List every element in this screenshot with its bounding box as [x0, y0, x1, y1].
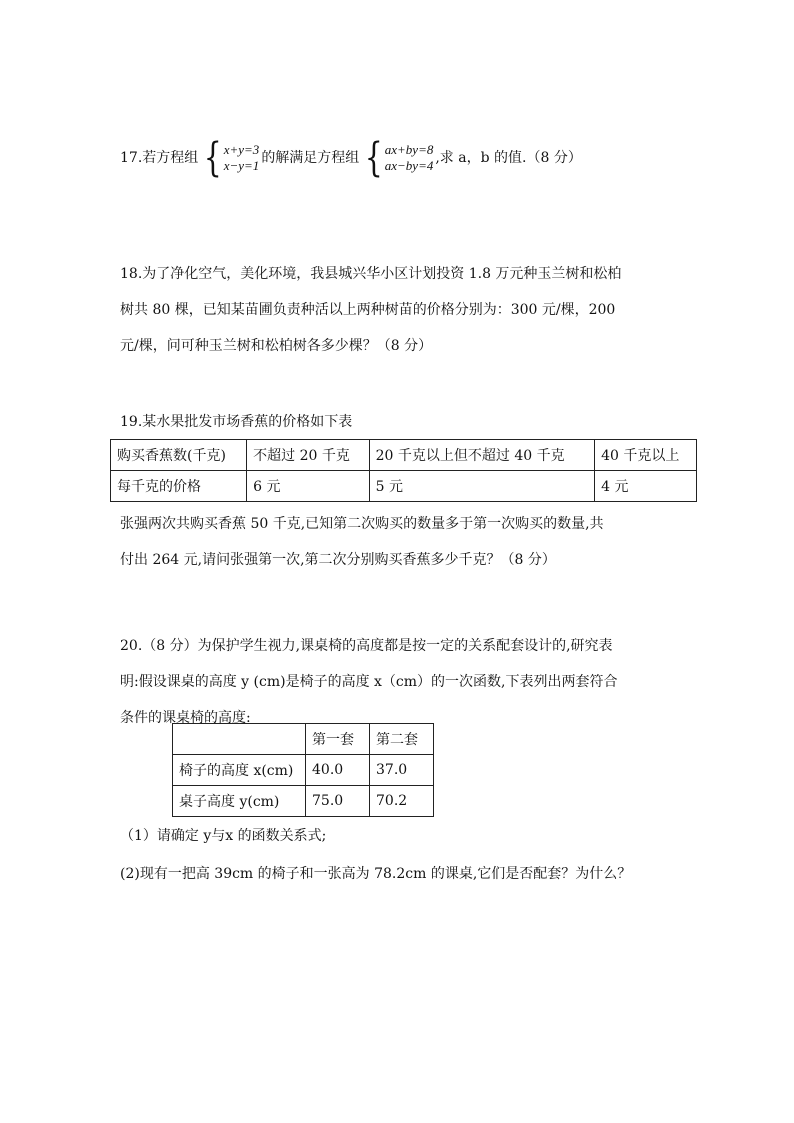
equation-2b: ax−by=4 [384, 158, 434, 173]
table-cell: 4 元 [595, 471, 697, 502]
q19-line-1: 张强两次共购买香蕉 50 千克,已知第二次购买的数量多于第一次购买的数量,共 [120, 516, 604, 532]
equation-2a: ax+by=8 [384, 142, 434, 157]
q17-suffix: ,求 a，b 的值.（8 分） [435, 150, 582, 166]
table-cell: 不超过 20 千克 [247, 440, 369, 471]
table-cell: 6 元 [247, 471, 369, 502]
q17-middle: 的解满足方程组 [261, 150, 360, 166]
table-cell: 第一套 [306, 724, 370, 755]
q20-line-3: 条件的课桌椅的高度: [120, 710, 251, 726]
table-row [173, 724, 434, 755]
equation-1a: x+y=3 [223, 142, 260, 157]
q19-body [120, 506, 604, 578]
table-cell: 40.0 [306, 755, 370, 786]
equation-system-1: { x+y=3 x−y=1 [204, 135, 260, 181]
desk-chair-height-table [172, 723, 434, 817]
table-row [173, 755, 434, 786]
q20-sub-1: （1）请确定 y与x 的函数关系式; [120, 828, 327, 844]
table-cell: 桌子高度 y(cm) [173, 786, 306, 817]
table-cell: 70.2 [370, 786, 434, 817]
table-cell: 5 元 [369, 471, 594, 502]
table-cell: 椅子的高度 x(cm) [173, 755, 306, 786]
table-cell: 20 千克以上但不超过 40 千克 [369, 440, 594, 471]
table-cell: 购买香蕉数(千克) [111, 440, 247, 471]
q20-line-2: 明:假设课桌的高度 y (cm)是椅子的高度 x（cm）的一次函数,下表列出两套符合 [120, 674, 618, 690]
table-row [111, 471, 697, 502]
question-17 [120, 135, 582, 181]
table-row [173, 786, 434, 817]
table-cell: 75.0 [306, 786, 370, 817]
equation-1b: x−y=1 [223, 158, 260, 173]
question-18 [120, 256, 621, 364]
table-cell: 40 千克以上 [595, 440, 697, 471]
question-20 [120, 628, 617, 736]
q19-line-2: 付出 264 元,请问张强第一次,第二次分别购买香蕉多少千克？（8 分） [120, 552, 556, 568]
q20-sub-2: (2)现有一把高 39cm 的椅子和一张高为 78.2cm 的课桌,它们是否配套？为什么？ [120, 866, 632, 882]
banana-price-table [110, 439, 697, 502]
q19-intro: 19.某水果批发市场香蕉的价格如下表 [120, 414, 353, 430]
table-cell: 每千克的价格 [111, 471, 247, 502]
q17-prefix: 17.若方程组 [120, 150, 199, 166]
q18-line-1: 18.为了净化空气，美化环境，我县城兴华小区计划投资 1.8 万元种玉兰树和松柏 [120, 266, 622, 282]
table-cell: 第二套 [370, 724, 434, 755]
table-cell [173, 724, 306, 755]
q18-line-3: 元/棵，问可种玉兰树和松柏树各多少棵？（8 分） [120, 338, 433, 354]
q18-line-2: 树共 80 棵，已知某苗圃负责种活以上两种树苗的价格分别为：300 元/棵，200 [120, 302, 616, 318]
table-cell: 37.0 [370, 755, 434, 786]
table-row [111, 440, 697, 471]
equation-system-2: { ax+by=8 ax−by=4 [365, 135, 434, 181]
q20-line-1: 20.（8 分）为保护学生视力,课桌椅的高度都是按一定的关系配套设计的,研究表 [120, 638, 613, 654]
